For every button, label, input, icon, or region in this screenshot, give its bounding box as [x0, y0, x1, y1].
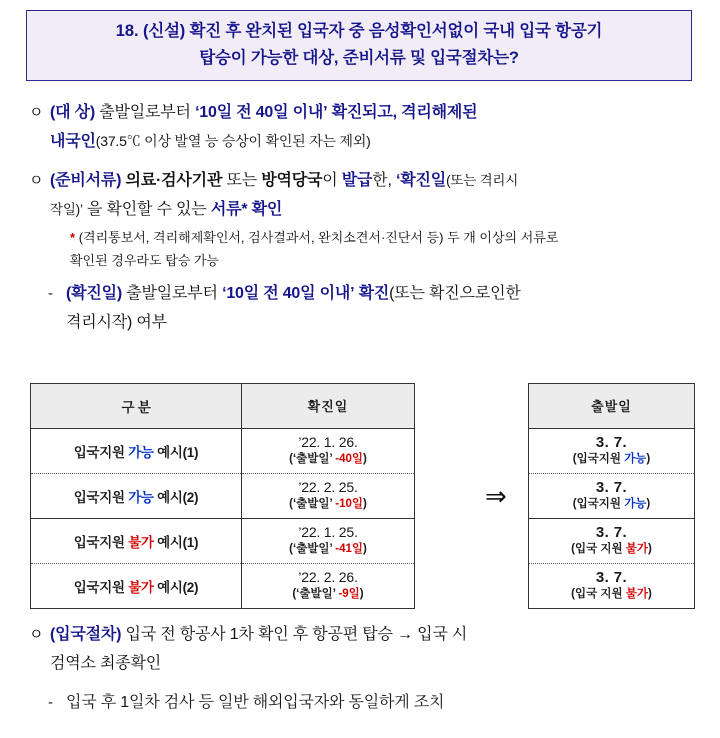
table-row	[529, 564, 695, 609]
bullet-marker: ㅇ	[29, 104, 44, 121]
target-text-1: 출발일로부터	[99, 104, 191, 121]
row-confirm-date-3: ’22. 1. 25. (‘출발일’ -41일)	[242, 519, 415, 564]
table-header-row	[529, 384, 695, 429]
table-row	[31, 474, 415, 519]
bullet-procedure	[26, 620, 702, 678]
last-note-text: 입국 후 1일차 검사 등 일반 해외입국자와 동일하게 조치	[66, 694, 445, 711]
documents-text-10: 을 확인할 수 있는	[87, 201, 207, 218]
row-confirm-date-4: ’22. 2. 26. (‘출발일’ -9일)	[242, 564, 415, 609]
answer-footer	[26, 620, 702, 717]
question-title-line-1	[37, 18, 681, 45]
arrow-icon: ⇒	[485, 481, 507, 511]
row-departure-3: 3. 7. (입국 지원 불가)	[529, 519, 695, 564]
confirm-date-quote: ‘10일 전 40일 이내’	[222, 285, 355, 302]
header-departure-date: 출발일	[529, 384, 695, 429]
documents-text-8: (또는 격리시	[446, 173, 519, 188]
confirm-date-text-3: (또는 확진으로인한	[389, 285, 521, 302]
sub-bullet-confirm-date	[48, 279, 702, 337]
target-text-3: 내국인	[50, 133, 96, 150]
bullet-target	[26, 98, 702, 156]
row-confirm-date-2: ’22. 2. 25. (‘출발일’ -10일)	[242, 474, 415, 519]
question-title-box	[26, 10, 692, 81]
documents-footnote	[70, 226, 702, 272]
answer-body	[26, 88, 702, 337]
documents-text-11: 서류*	[210, 201, 248, 218]
row-label-pre: 입국지원	[73, 445, 129, 460]
row-label-3: 입국지원 불가 예시(1)	[31, 519, 242, 564]
documents-text-7: ‘확진일	[396, 172, 447, 189]
table-row	[529, 429, 695, 474]
header-confirm-date: 확진일	[242, 384, 415, 429]
documents-text-5: 발급	[341, 172, 373, 189]
target-quote: ‘10일 전 40일 이내’	[195, 104, 328, 121]
table-right	[528, 383, 695, 609]
confirm-date-text-4: 격리시작) 여부	[66, 314, 167, 331]
target-label: (대 상)	[50, 104, 96, 121]
table-row	[31, 564, 415, 609]
target-paren: (37.5℃ 이상 발열 능 승상이 확인된 자는 제외)	[95, 133, 371, 149]
target-text-2: 확진되고, 격리해제된	[331, 104, 478, 121]
confirm-date-label: (확진일)	[66, 285, 123, 302]
question-title-line-2: 탑승이 가능한 대상, 준비서류 및 입국절차는?	[199, 49, 519, 67]
documents-text-12: 확인	[251, 201, 283, 218]
procedure-label: (입국절차)	[50, 626, 122, 643]
departure-main: 3. 7.	[595, 434, 628, 451]
bullet-procedure-text	[50, 620, 702, 678]
documents-label: (준비서류)	[50, 172, 122, 189]
example-table	[30, 383, 695, 614]
documents-text-9: 작일)’	[50, 202, 83, 217]
documents-text-2: 또는	[226, 172, 257, 189]
header-division: 구 분	[31, 384, 242, 429]
footnote-line-1: (격리통보서, 격리해제확인서, 검사결과서, 완치소견서·진단서 등) 두 개 이상의 서류로	[78, 230, 559, 245]
row-label-em: 가능	[128, 445, 154, 460]
documents-text-1: 의료·검사기관	[125, 172, 223, 189]
row-departure-2: 3. 7. (입국지원 가능)	[529, 474, 695, 519]
bullet-marker: ㅇ	[29, 172, 44, 189]
documents-text-6: 한,	[372, 172, 392, 189]
dash-marker: -	[48, 694, 53, 711]
footnote-star: *	[70, 230, 76, 245]
dash-marker: -	[48, 285, 53, 302]
row-label-post: 예시(1)	[153, 445, 199, 460]
table-row	[31, 429, 415, 474]
documents-text-3: 방역당국	[261, 172, 323, 189]
confirm-date-sub: (‘출발일’ -40일)	[289, 453, 367, 465]
table-left	[30, 383, 415, 609]
sub-bullet-last	[48, 688, 702, 717]
question-number: 18.	[115, 22, 139, 40]
procedure-text-2: 검역소 최종확인	[50, 655, 162, 672]
row-label-4: 입국지원 불가 예시(2)	[31, 564, 242, 609]
row-label-2: 입국지원 가능 예시(2)	[31, 474, 242, 519]
question-title-text-1: (신설) 확진 후 완치된 입국자 중 음성확인서없이 국내 입국 항공기	[143, 22, 603, 40]
footnote-line-2: 확인된 경우라도 탑승 가능	[70, 253, 219, 268]
bullet-documents	[26, 166, 702, 224]
departure-sub: (입국지원 가능)	[572, 453, 651, 465]
table-row	[529, 474, 695, 519]
table-row	[31, 519, 415, 564]
bullet-documents-text	[50, 166, 702, 224]
confirm-date-text-1: 출발일로부터	[126, 285, 218, 302]
row-departure-4: 3. 7. (입국 지원 불가)	[529, 564, 695, 609]
procedure-text-1: 입국 전 항공사 1차 확인 후 항공편 탑승 → 입국 시	[125, 626, 468, 643]
confirm-date-main: ’22. 1. 26.	[298, 434, 358, 450]
row-confirm-date-1	[242, 429, 415, 474]
table-header-row	[31, 384, 415, 429]
table-row	[529, 519, 695, 564]
row-label-1	[31, 429, 242, 474]
bullet-marker: ㅇ	[29, 626, 44, 643]
documents-text-4: 이	[322, 172, 338, 189]
confirm-date-text	[66, 279, 702, 337]
bullet-target-text	[50, 98, 702, 156]
confirm-date-text-2: 확진	[358, 285, 390, 302]
row-departure-1	[529, 429, 695, 474]
